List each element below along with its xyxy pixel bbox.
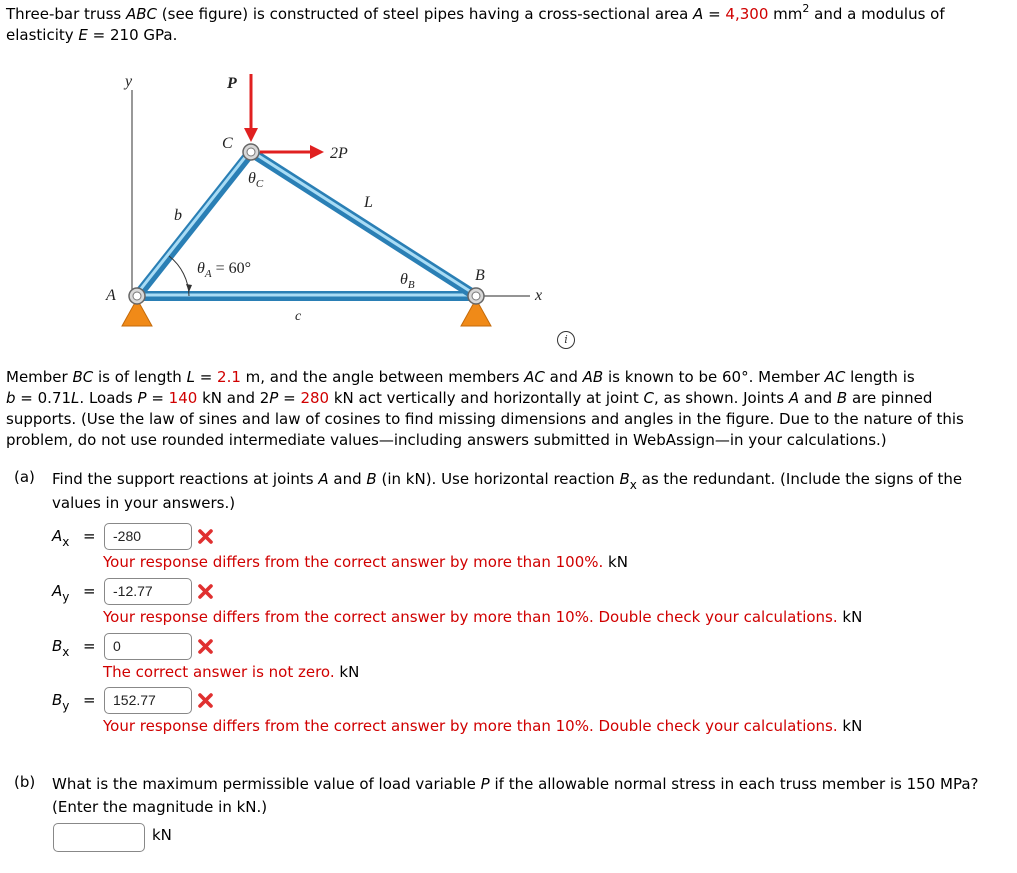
unit-text: kN bbox=[334, 663, 360, 681]
intro-text: (see figure) is constructed of steel pipes having a cross-sectional area bbox=[157, 5, 694, 23]
detail-text: = 0.71 bbox=[15, 389, 72, 407]
label-x: x bbox=[535, 287, 543, 304]
label-theta-c: $\theta_C$ bbox=[248, 170, 264, 190]
question-text: as the redundant. (Include the signs of the bbox=[636, 470, 963, 488]
joint-a bbox=[129, 288, 145, 304]
detail-var: BC bbox=[72, 368, 94, 386]
detail-var: AB bbox=[582, 368, 604, 386]
length-value: 2.1 bbox=[217, 368, 241, 386]
detail-var: P bbox=[137, 389, 147, 407]
by-input[interactable]: 152.77 bbox=[104, 687, 192, 714]
var-symbol: A bbox=[52, 527, 63, 545]
detail-text: kN and 2 bbox=[197, 389, 270, 407]
incorrect-icon bbox=[197, 692, 214, 709]
2p-value: 280 bbox=[300, 389, 330, 407]
label-y: y bbox=[125, 73, 133, 90]
area-exponent: 2 bbox=[802, 2, 810, 15]
question-var: A bbox=[318, 470, 329, 488]
area-value: 4,300 bbox=[725, 5, 769, 23]
detail-text: is known to be 60°. Member bbox=[603, 368, 825, 386]
label-theta-a: $\theta_A = 60^\circ$ bbox=[197, 260, 252, 280]
detail-var: C bbox=[643, 389, 654, 407]
unit-text: kN bbox=[837, 717, 863, 735]
question-text: values in your answers.) bbox=[52, 494, 236, 512]
area-symbol: A bbox=[693, 5, 704, 23]
label-b-joint: B bbox=[475, 267, 485, 284]
feedback-text: The correct answer is not zero. bbox=[103, 663, 335, 681]
intro-text: elasticity bbox=[6, 26, 79, 44]
equals-sign: = bbox=[83, 691, 96, 709]
bx-feedback bbox=[103, 662, 359, 682]
part-a-label: (a) bbox=[14, 468, 35, 486]
detail-text: kN act vertically and horizontally at joint bbox=[329, 389, 644, 407]
detail-var: L bbox=[71, 389, 80, 407]
detail-text: supports. (Use the law of sines and law of cosines to find missing dimensions and angles in the figure. Due to the nature of this bbox=[6, 410, 964, 428]
intro-text: Three-bar truss bbox=[6, 5, 126, 23]
var-subscript: y bbox=[62, 699, 70, 713]
detail-text: = bbox=[194, 368, 218, 386]
detail-var: P bbox=[269, 389, 279, 407]
detail-var: AC bbox=[824, 368, 846, 386]
area-unit: mm bbox=[768, 5, 803, 23]
incorrect-icon bbox=[197, 528, 214, 545]
detail-text: and bbox=[799, 389, 837, 407]
angle-a-arrowhead bbox=[186, 284, 192, 292]
truss-name: ABC bbox=[125, 5, 158, 23]
var-subscript: x bbox=[62, 535, 70, 549]
detail-text: are pinned bbox=[847, 389, 933, 407]
detail-text: problem, do not use rounded intermediate values—including answers submitted in WebAssign—in your calculations.) bbox=[6, 431, 887, 449]
incorrect-icon bbox=[197, 638, 214, 655]
unit-text: kN bbox=[837, 608, 863, 626]
max-p-input[interactable] bbox=[53, 823, 145, 852]
question-subscript: x bbox=[629, 478, 637, 492]
question-text: Find the support reactions at joints bbox=[52, 470, 319, 488]
var-symbol: B bbox=[52, 637, 63, 655]
part-b-label: (b) bbox=[14, 773, 36, 791]
member-ab bbox=[137, 295, 476, 296]
label-a-joint: A bbox=[106, 287, 116, 304]
member-bc bbox=[251, 151, 476, 296]
by-feedback bbox=[103, 716, 862, 736]
intro-text: = bbox=[703, 5, 726, 23]
ax-feedback bbox=[103, 552, 628, 572]
p-value: 140 bbox=[168, 389, 198, 407]
ay-input[interactable]: -12.77 bbox=[104, 578, 192, 605]
detail-text: , as shown. Joints bbox=[653, 389, 789, 407]
info-icon[interactable]: i bbox=[557, 331, 575, 349]
max-p-unit: kN bbox=[152, 826, 172, 844]
detail-var: b bbox=[6, 389, 16, 407]
feedback-text: Your response differs from the correct answer by more than 10%. Double check your calculations. bbox=[103, 717, 838, 735]
equals-sign: = bbox=[83, 527, 96, 545]
detail-text: m, and the angle between members bbox=[240, 368, 525, 386]
modulus-symbol: E bbox=[78, 26, 88, 44]
part-b-question bbox=[52, 773, 1012, 819]
question-text: (Enter the magnitude in kN.) bbox=[52, 798, 268, 816]
detail-var: A bbox=[788, 389, 800, 407]
label-theta-b: $\theta_B$ bbox=[400, 271, 415, 291]
load-2p-arrow bbox=[260, 145, 324, 159]
detail-text: = bbox=[278, 389, 301, 407]
truss-figure bbox=[92, 70, 587, 355]
question-var: B bbox=[619, 470, 630, 488]
joint-b bbox=[468, 288, 484, 304]
label-p: P bbox=[227, 75, 237, 92]
detail-var: L bbox=[186, 368, 195, 386]
ax-input[interactable]: -280 bbox=[104, 523, 192, 550]
detail-text: length is bbox=[845, 368, 915, 386]
problem-details bbox=[6, 367, 1011, 451]
load-p-arrow bbox=[244, 74, 258, 142]
detail-var: B bbox=[836, 389, 848, 407]
detail-text: = bbox=[146, 389, 169, 407]
bx-input[interactable]: 0 bbox=[104, 633, 192, 660]
intro-text: = 210 GPa. bbox=[87, 26, 178, 44]
problem-intro bbox=[6, 4, 1011, 46]
label-l: L bbox=[364, 194, 373, 211]
joint-c bbox=[243, 144, 259, 160]
detail-text: Member bbox=[6, 368, 73, 386]
label-2p: 2P bbox=[330, 145, 348, 162]
question-var: B bbox=[366, 470, 377, 488]
var-subscript: x bbox=[62, 645, 70, 659]
detail-text: is of length bbox=[93, 368, 187, 386]
equals-sign: = bbox=[83, 637, 96, 655]
unit-text: kN bbox=[603, 553, 628, 571]
question-text: (in kN). Use horizontal reaction bbox=[376, 470, 620, 488]
var-symbol: B bbox=[52, 691, 63, 709]
intro-text: and a modulus of bbox=[809, 5, 945, 23]
label-c: C bbox=[222, 135, 233, 152]
detail-var: AC bbox=[524, 368, 545, 386]
label-c-length: c bbox=[295, 309, 302, 324]
part-a-question bbox=[52, 468, 1012, 515]
feedback-text: Your response differs from the correct answer by more than 100%. bbox=[103, 553, 604, 571]
question-text: and bbox=[328, 470, 367, 488]
detail-text: and bbox=[544, 368, 583, 386]
var-subscript: y bbox=[62, 590, 70, 604]
angle-a-arc bbox=[169, 256, 189, 296]
question-text: What is the maximum permissible value of load variable bbox=[52, 775, 481, 793]
ay-feedback bbox=[103, 607, 862, 627]
incorrect-icon bbox=[197, 583, 214, 600]
question-var: P bbox=[480, 775, 490, 793]
var-symbol: A bbox=[52, 582, 63, 600]
equals-sign: = bbox=[83, 582, 96, 600]
feedback-text: Your response differs from the correct answer by more than 10%. Double check your calculations. bbox=[103, 608, 838, 626]
label-b: b bbox=[174, 207, 182, 224]
question-text: if the allowable normal stress in each truss member is 150 MPa? bbox=[489, 775, 979, 793]
detail-text: . Loads bbox=[79, 389, 138, 407]
